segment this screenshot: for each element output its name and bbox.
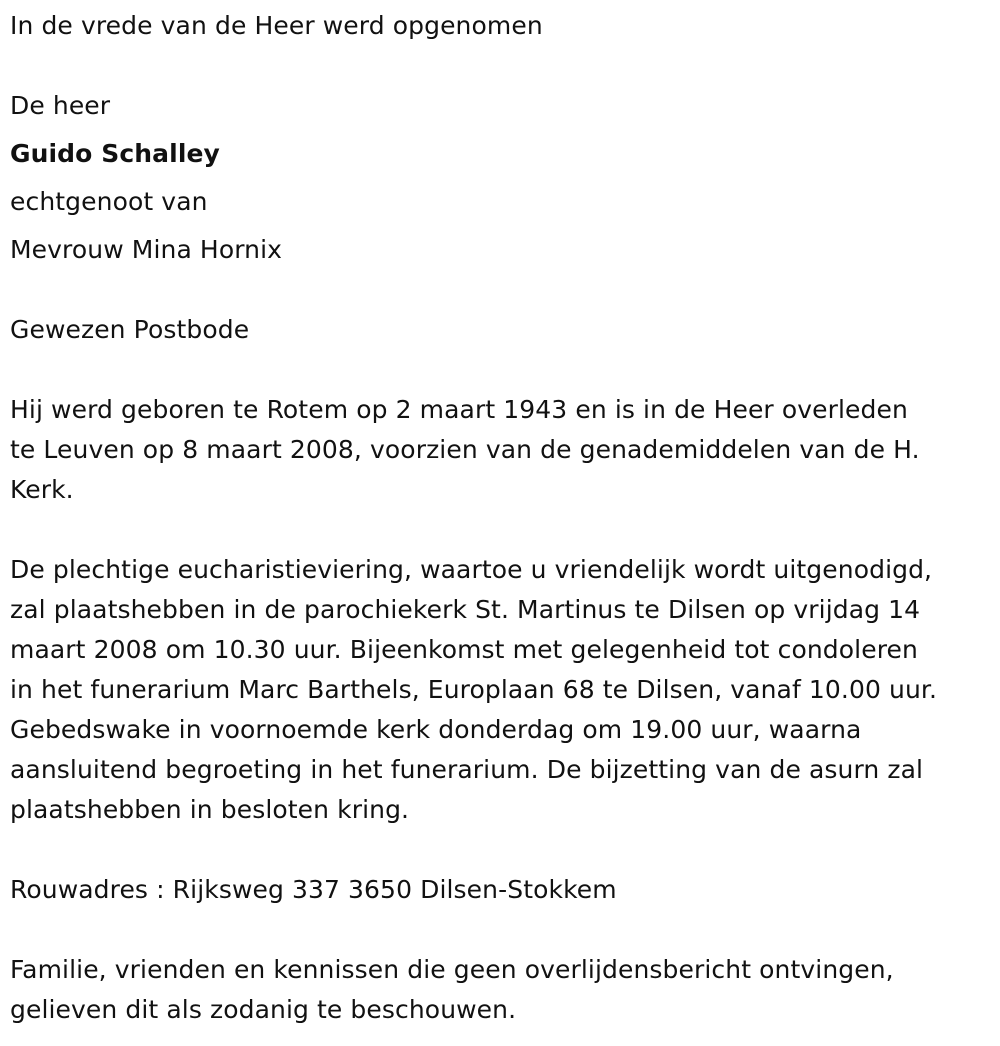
deceased-name: Guido Schalley [10, 139, 220, 168]
ceremony-line: aansluitend begroeting in het funerarium. De bijzetting van de asurn zal [10, 755, 924, 784]
ceremony-line: Gebedswake in voornoemde kerk donderdag om 19.00 uur, waarna [10, 715, 862, 744]
salutation: De heer [10, 91, 111, 120]
occupation: Gewezen Postbode [10, 315, 250, 344]
ceremony-line: in het funerarium Marc Barthels, Europlaan 68 te Dilsen, vanaf 10.00 uur. [10, 675, 938, 704]
relation-text: echtgenoot van [10, 187, 208, 216]
closing-line: Familie, vrienden en kennissen die geen overlijdensbericht ontvingen, [10, 955, 894, 984]
birth-death-line: te Leuven op 8 maart 2008, voorzien van de genademiddelen van de H. [10, 435, 920, 464]
closing-paragraph [10, 950, 894, 1030]
intro-text: In de vrede van de Heer werd opgenomen [10, 11, 543, 40]
ceremony-line: maart 2008 om 10.30 uur. Bijeenkomst met gelegenheid tot condoleren [10, 635, 918, 664]
spouse-name: Mevrouw Mina Hornix [10, 235, 283, 264]
ceremony-line: De plechtige eucharistieviering, waartoe u vriendelijk wordt uitgenodigd, [10, 555, 933, 584]
birth-death-line: Hij werd geboren te Rotem op 2 maart 1943 en is in de Heer overleden [10, 395, 908, 424]
ceremony-paragraph [10, 550, 937, 830]
birth-death-paragraph [10, 390, 920, 510]
mourning-address: Rouwadres : Rijksweg 337 3650 Dilsen-Stokkem [10, 875, 617, 904]
ceremony-line: plaatshebben in besloten kring. [10, 795, 410, 824]
ceremony-line: zal plaatshebben in de parochiekerk St. Martinus te Dilsen op vrijdag 14 [10, 595, 921, 624]
closing-line: gelieven dit als zodanig te beschouwen. [10, 995, 517, 1024]
birth-death-line: Kerk. [10, 475, 74, 504]
